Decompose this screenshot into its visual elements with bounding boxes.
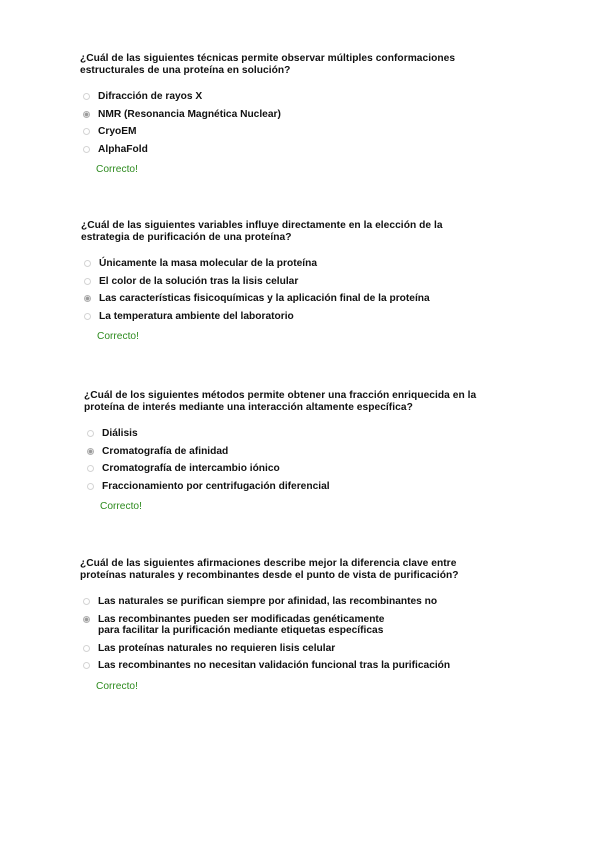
question-text: ¿Cuál de los siguientes métodos permite obtener una fracción enriquecida en la proteína de interés mediante una interacción altamente específica?: [84, 390, 477, 413]
question-4: [80, 558, 480, 692]
option-label: Cromatografía de afinidad: [102, 445, 229, 457]
option-label: Únicamente la masa molecular de la proteína: [99, 258, 317, 269]
option-label: AlphaFold: [98, 143, 148, 155]
radio-button[interactable]: [83, 662, 90, 669]
option-label: Las recombinantes pueden ser modificadas genéticamente para facilitar la purificación mediante etiquetas específicas: [98, 613, 385, 636]
option-label: NMR (Resonancia Magnética Nuclear): [98, 108, 281, 120]
radio-button[interactable]: [84, 313, 91, 320]
option-label: Las características fisicoquímicas y la aplicación final de la proteína: [99, 293, 430, 304]
option[interactable]: [83, 109, 480, 121]
option[interactable]: [83, 91, 480, 103]
option[interactable]: [84, 276, 481, 288]
option[interactable]: [87, 428, 484, 440]
option[interactable]: [83, 643, 480, 655]
option[interactable]: [84, 311, 481, 323]
question-text: ¿Cuál de las siguientes técnicas permite observar múltiples conformaciones estructurales de una proteína en solución?: [80, 53, 456, 76]
radio-button-selected[interactable]: [84, 295, 91, 302]
feedback-correct: Correcto!: [96, 680, 138, 692]
radio-button[interactable]: [83, 598, 90, 605]
options-list: [87, 428, 484, 492]
option-label: Fraccionamiento por centrifugación diferencial: [102, 480, 330, 492]
radio-button[interactable]: [87, 430, 94, 437]
option-label: La temperatura ambiente del laboratorio: [99, 310, 294, 322]
question-text: ¿Cuál de las siguientes afirmaciones describe mejor la diferencia clave entre proteínas naturales y recombinantes desde el punto de vista de purificación?: [80, 558, 459, 581]
option-label: Cromatografía de intercambio iónico: [102, 463, 280, 474]
option[interactable]: [84, 293, 481, 305]
radio-button[interactable]: [87, 465, 94, 472]
feedback-correct: Correcto!: [97, 331, 139, 342]
option-label: Diálisis: [102, 428, 138, 439]
question-text: ¿Cuál de las siguientes variables influye directamente en la elección de la estrategia de purificación de una proteína?: [81, 220, 443, 243]
option-label: Las proteínas naturales no requieren lisis celular: [98, 642, 336, 654]
radio-button-selected[interactable]: [83, 111, 90, 118]
feedback-correct: Correcto!: [100, 501, 142, 512]
radio-button[interactable]: [87, 483, 94, 490]
question-3: [84, 390, 484, 512]
question-1: [80, 53, 480, 175]
option-label: El color de la solución tras la lisis celular: [99, 275, 299, 287]
option[interactable]: [84, 258, 481, 270]
option[interactable]: [87, 463, 484, 475]
option[interactable]: [83, 126, 480, 138]
radio-button[interactable]: [83, 128, 90, 135]
option[interactable]: [87, 446, 484, 458]
option[interactable]: [83, 614, 480, 637]
option-label: Difracción de rayos X: [98, 91, 203, 102]
options-list: [84, 258, 481, 322]
radio-button-selected[interactable]: [83, 616, 90, 623]
option-label: CryoEM: [98, 126, 137, 137]
option[interactable]: [83, 144, 480, 156]
option[interactable]: [83, 660, 480, 672]
option[interactable]: [87, 481, 484, 493]
options-list: [83, 596, 480, 672]
radio-button[interactable]: [84, 278, 91, 285]
radio-button[interactable]: [84, 260, 91, 267]
option-label: Las naturales se purifican siempre por afinidad, las recombinantes no: [98, 596, 438, 607]
options-list: [83, 91, 480, 155]
radio-button[interactable]: [83, 146, 90, 153]
option-label: Las recombinantes no necesitan validación funcional tras la purificación: [98, 660, 451, 671]
question-2: [81, 220, 481, 342]
radio-button-selected[interactable]: [87, 448, 94, 455]
feedback-correct: Correcto!: [96, 164, 138, 175]
radio-button[interactable]: [83, 93, 90, 100]
option[interactable]: [83, 596, 480, 608]
radio-button[interactable]: [83, 645, 90, 652]
